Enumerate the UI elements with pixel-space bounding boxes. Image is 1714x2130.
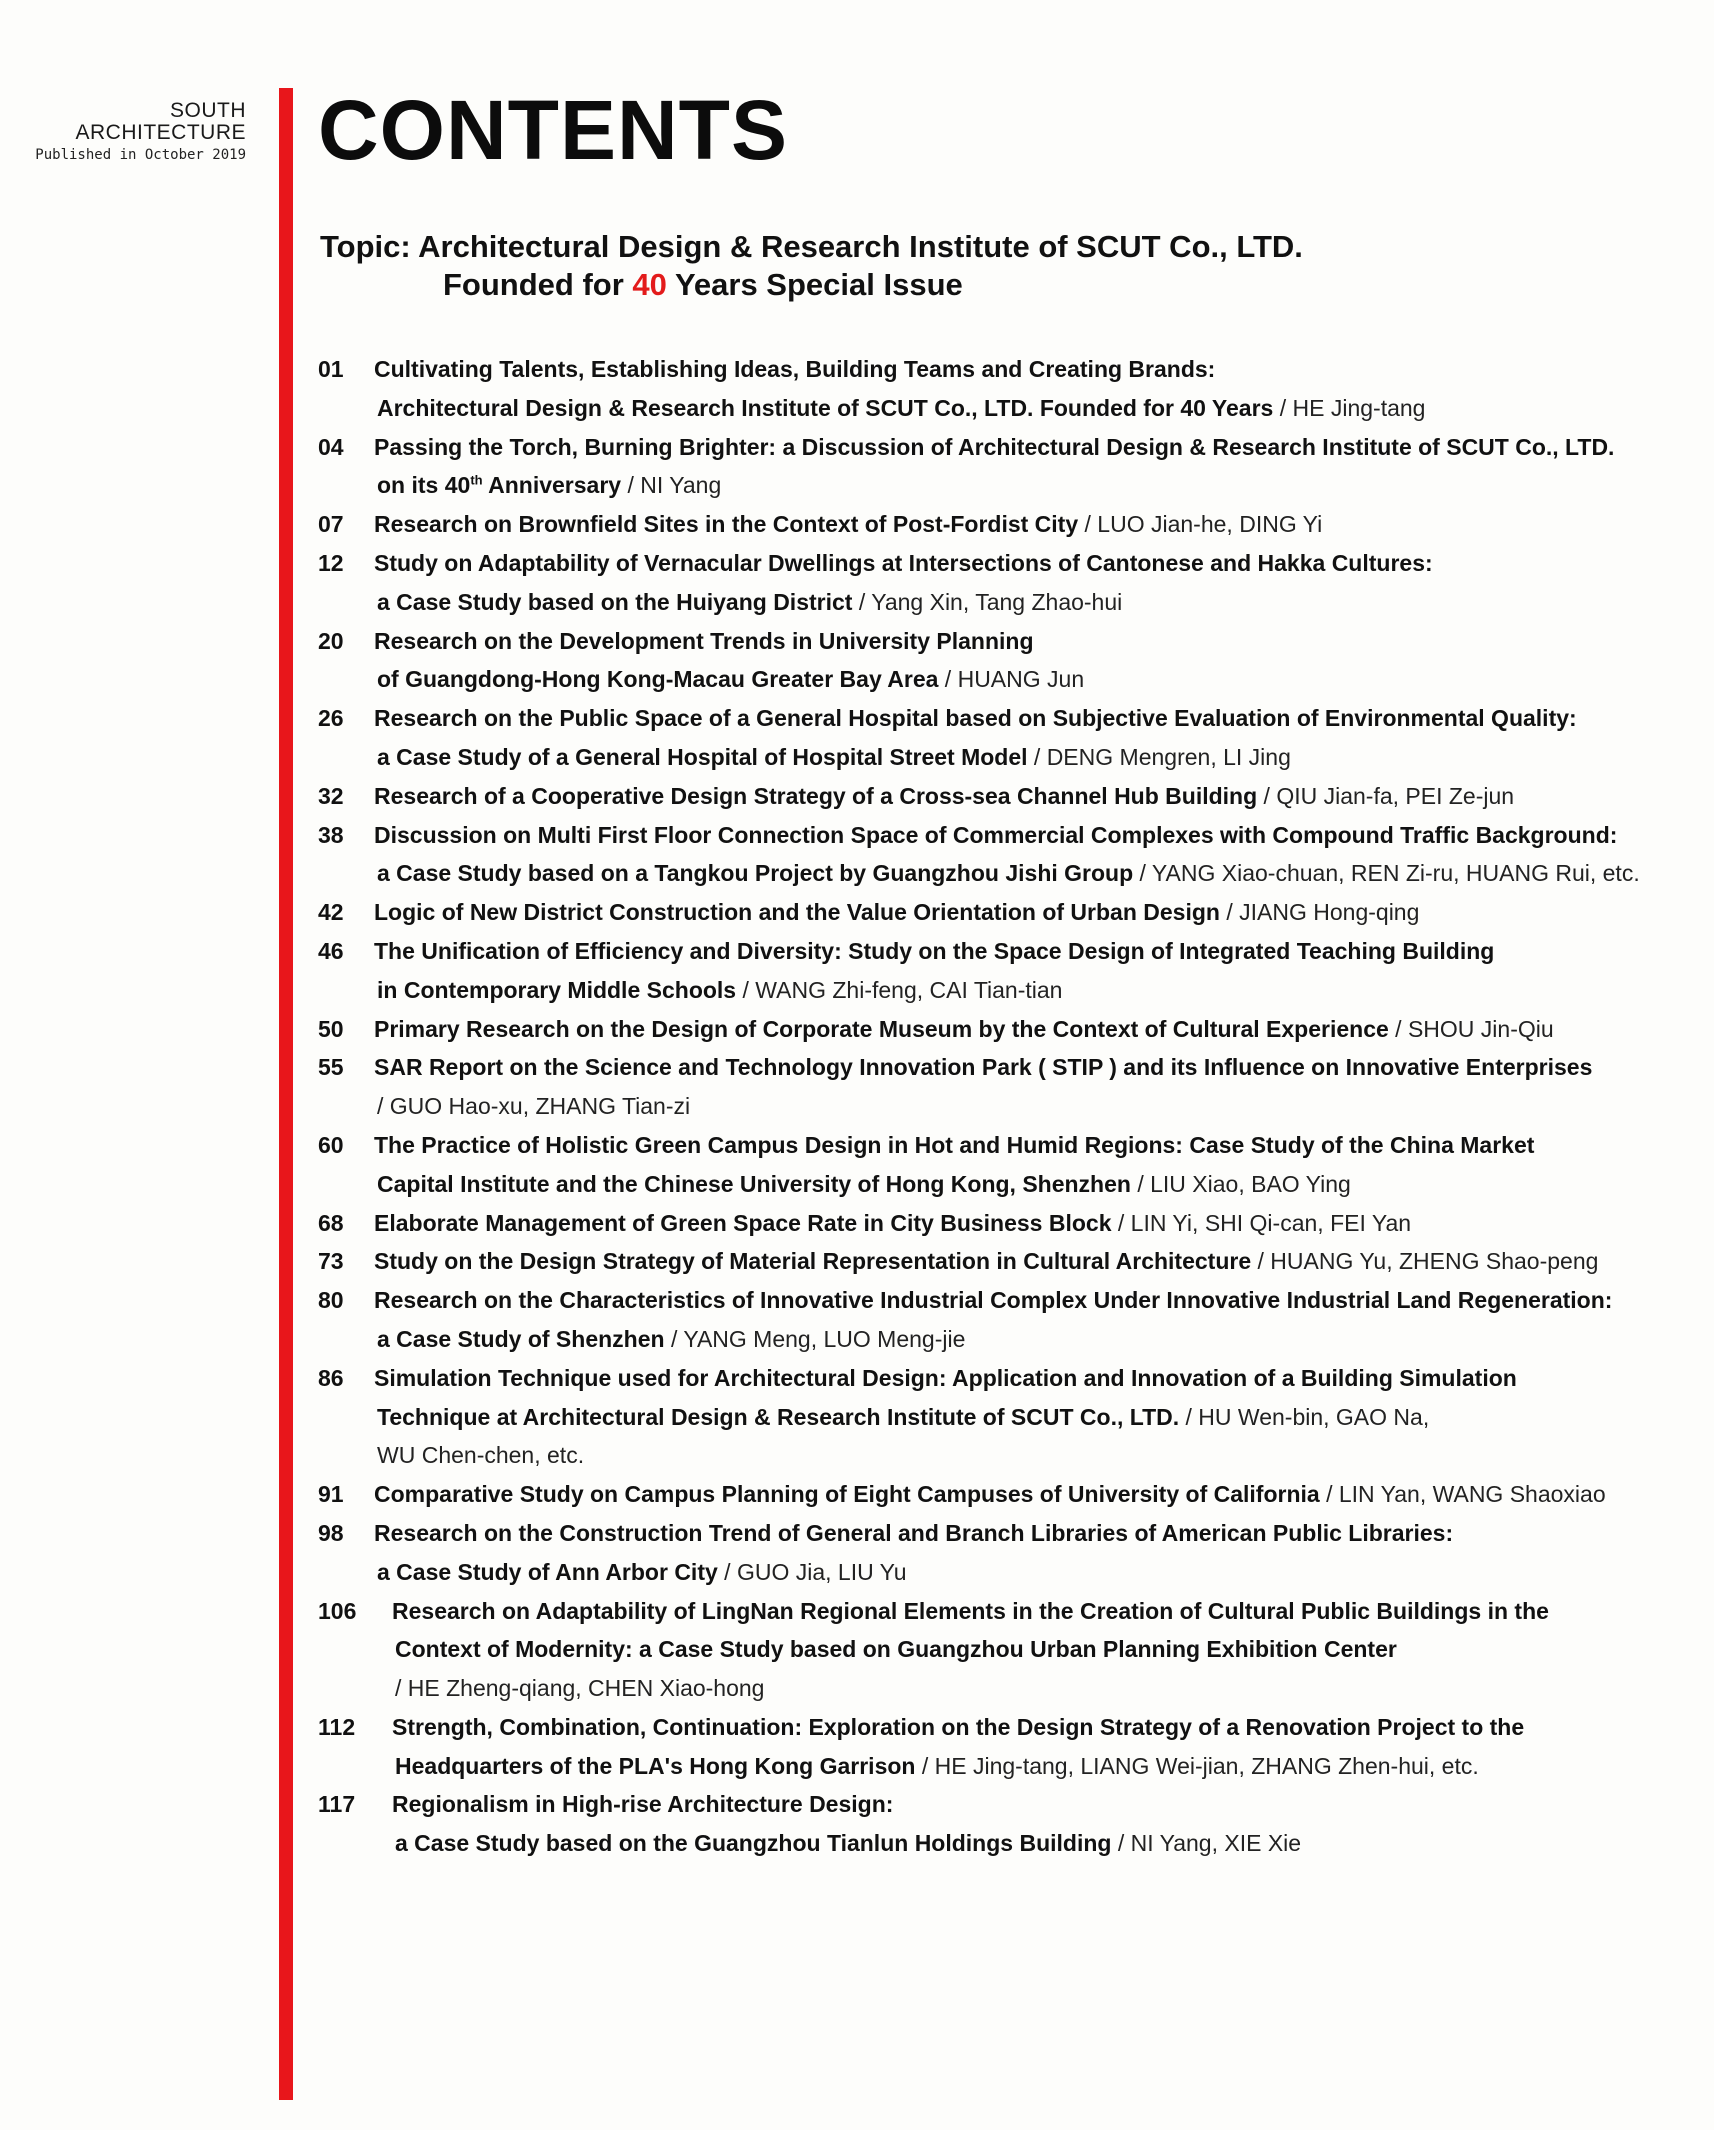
- article-authors: / NI Yang, XIE Xie: [1111, 1830, 1302, 1857]
- toc-entry-text: [374, 1126, 1708, 1204]
- toc-entry-line: [374, 1514, 1708, 1553]
- toc-page-number: 26: [318, 705, 344, 732]
- article-title: Technique at Architectural Design & Research Institute of SCUT Co., LTD.: [377, 1403, 1180, 1430]
- toc-page-number: 73: [318, 1248, 344, 1275]
- article-title: a Case Study of Ann Arbor City: [377, 1558, 718, 1585]
- toc-entry-line: [374, 1359, 1708, 1398]
- toc-entry: [318, 1592, 1708, 1708]
- toc-entry: [318, 1204, 1708, 1243]
- toc-entry: [318, 1010, 1708, 1049]
- toc-page-number: 50: [318, 1015, 344, 1042]
- toc-entry-line: [374, 1165, 1708, 1204]
- toc-entry-line: [374, 1126, 1708, 1165]
- toc-entry-text: [374, 428, 1708, 506]
- toc-entry-text: [374, 1010, 1708, 1049]
- toc-entry-line: [374, 1087, 1708, 1126]
- toc-page-number: 60: [318, 1131, 344, 1158]
- article-title: Research on the Construction Trend of General and Branch Libraries of American Public Libraries:: [374, 1519, 1454, 1546]
- toc-entry-text: [374, 1281, 1708, 1359]
- toc-page-number: 98: [318, 1519, 344, 1546]
- toc-entry-text: [374, 1475, 1708, 1514]
- article-authors: / LIN Yan, WANG Shaoxiao: [1319, 1481, 1606, 1508]
- article-title: Primary Research on the Design of Corporate Museum by the Context of Cultural Experience: [374, 1015, 1389, 1042]
- article-title: The Practice of Holistic Green Campus Design in Hot and Humid Regions: Case Study of the China Market: [374, 1131, 1535, 1158]
- article-title-part: on its 40: [377, 472, 471, 499]
- toc-entry-line: [374, 389, 1708, 428]
- toc-entry-text: [374, 932, 1708, 1010]
- article-authors: / HUANG Jun: [938, 666, 1085, 693]
- toc-page-number: 55: [318, 1054, 344, 1081]
- toc-entry-text: [374, 622, 1708, 700]
- article-authors: / HU Wen-bin, GAO Na,: [1179, 1403, 1430, 1430]
- article-title: Architectural Design & Research Institute of SCUT Co., LTD. Founded for 40 Years: [377, 394, 1274, 421]
- toc-entry: [318, 777, 1708, 816]
- toc-page-number: 46: [318, 937, 344, 964]
- toc-page-number: 04: [318, 433, 344, 460]
- toc-page-number: 07: [318, 511, 344, 538]
- toc-page-number: 68: [318, 1209, 344, 1236]
- toc-entry-line: [374, 428, 1708, 467]
- toc-entry: [318, 544, 1708, 622]
- toc-entry: [318, 1126, 1708, 1204]
- toc-entry-line: [374, 1553, 1708, 1592]
- article-authors: / WANG Zhi-feng, CAI Tian-tian: [736, 976, 1063, 1003]
- toc-entry-text: [374, 1359, 1708, 1475]
- journal-name-line1: SOUTH: [170, 99, 246, 122]
- toc-entry-line: [374, 1475, 1708, 1514]
- toc-entry-line: [374, 971, 1708, 1010]
- toc-entry-line: [392, 1669, 1708, 1708]
- article-authors: / NI Yang: [621, 472, 722, 499]
- toc-entry-line: [374, 660, 1708, 699]
- toc-page-number: 112: [318, 1713, 356, 1740]
- toc-entry-text: [392, 1708, 1708, 1786]
- toc-page-number: 86: [318, 1364, 344, 1391]
- article-title: Logic of New District Construction and the Value Orientation of Urban Design: [374, 899, 1220, 926]
- toc-entry-text: [374, 1242, 1708, 1281]
- toc-entry-line: [374, 1204, 1708, 1243]
- toc-page-number: 38: [318, 821, 344, 848]
- toc-entry-line: [374, 1048, 1708, 1087]
- toc-entry: [318, 699, 1708, 777]
- article-title: Research on the Development Trends in University Planning: [374, 627, 1034, 654]
- article-authors: / LIU Xiao, BAO Ying: [1130, 1170, 1351, 1197]
- article-authors: / HE Zheng-qiang, CHEN Xiao-hong: [395, 1675, 765, 1702]
- toc-entry-line: [374, 466, 1708, 505]
- toc-entry-line: [374, 505, 1708, 544]
- toc-entry: [318, 893, 1708, 932]
- toc-entry-line: [392, 1747, 1708, 1786]
- topic-years-number: 40: [632, 267, 667, 302]
- article-title: Passing the Torch, Burning Brighter: a Discussion of Architectural Design & Research Institute of SCUT Co., LTD.: [374, 433, 1615, 460]
- toc-entry-text: [392, 1592, 1708, 1708]
- toc-entry-text: [374, 505, 1708, 544]
- toc-entry-line: [374, 932, 1708, 971]
- article-title: Capital Institute and the Chinese University of Hong Kong, Shenzhen: [377, 1170, 1131, 1197]
- article-title: Simulation Technique used for Architectural Design: Application and Innovation of a Building Simulation: [374, 1364, 1517, 1391]
- toc-entry: [318, 1785, 1708, 1863]
- article-authors: / JIANG Hong-qing: [1219, 899, 1420, 926]
- toc-entry-text: [374, 1204, 1708, 1243]
- article-title: Study on Adaptability of Vernacular Dwellings at Intersections of Cantonese and Hakka Cultures:: [374, 549, 1433, 576]
- article-title: Research of a Cooperative Design Strategy of a Cross-sea Channel Hub Building: [374, 782, 1258, 809]
- toc-entry-line: [374, 816, 1708, 855]
- article-title: Research on the Characteristics of Innovative Industrial Complex Under Innovative Industrial Land Regeneration:: [374, 1287, 1613, 1314]
- publication-date: Published in October 2019: [35, 147, 246, 163]
- toc-page-number: 42: [318, 899, 344, 926]
- article-title: of Guangdong-Hong Kong-Macau Greater Bay Area: [377, 666, 939, 693]
- toc-entry: [318, 1708, 1708, 1786]
- toc-entry-text: [392, 1785, 1708, 1863]
- toc-entry-text: [374, 350, 1708, 428]
- article-authors: / Yang Xin, Tang Zhao-hui: [852, 588, 1123, 615]
- toc-entry-line: [374, 699, 1708, 738]
- toc-entry-line: [374, 777, 1708, 816]
- article-authors: / LIN Yi, SHI Qi-can, FEI Yan: [1111, 1209, 1412, 1236]
- toc-page-number: 106: [318, 1597, 357, 1624]
- table-of-contents: [318, 350, 1708, 1863]
- toc-entry: [318, 622, 1708, 700]
- toc-entry-line: [374, 583, 1708, 622]
- toc-entry-line: [374, 1398, 1708, 1437]
- toc-entry-text: [374, 1048, 1708, 1126]
- toc-entry-line: [374, 854, 1708, 893]
- article-authors: / YANG Xiao-chuan, REN Zi-ru, HUANG Rui, etc.: [1133, 860, 1640, 887]
- article-authors: / HE Jing-tang, LIANG Wei-jian, ZHANG Zhen-hui, etc.: [915, 1752, 1479, 1779]
- article-title: Comparative Study on Campus Planning of Eight Campuses of University of California: [374, 1481, 1320, 1508]
- toc-entry: [318, 505, 1708, 544]
- article-title: Research on Brownfield Sites in the Context of Post-Fordist City: [374, 511, 1079, 538]
- red-divider-bar: [279, 88, 293, 2100]
- article-title: Cultivating Talents, Establishing Ideas, Building Teams and Creating Brands:: [374, 356, 1216, 382]
- article-title: SAR Report on the Science and Technology Innovation Park ( STIP ) and its Influence on Innovative Enterprises: [374, 1054, 1593, 1081]
- article-authors: / GUO Hao-xu, ZHANG Tian-zi: [377, 1093, 691, 1120]
- article-title: in Contemporary Middle Schools: [377, 976, 737, 1003]
- topic-line2: [320, 266, 1680, 304]
- article-authors: / HUANG Yu, ZHENG Shao-peng: [1251, 1248, 1599, 1275]
- article-title: Research on the Public Space of a General Hospital based on Subjective Evaluation of Environmental Quality:: [374, 705, 1577, 732]
- article-title: Elaborate Management of Green Space Rate in City Business Block: [374, 1209, 1112, 1236]
- article-title: Headquarters of the PLA's Hong Kong Garrison: [395, 1752, 916, 1779]
- toc-entry-text: [374, 816, 1708, 894]
- article-authors: WU Chen-chen, etc.: [377, 1442, 585, 1469]
- toc-entry-line: [374, 1320, 1708, 1359]
- article-title: The Unification of Efficiency and Diversity: Study on the Space Design of Integrated Teaching Building: [374, 937, 1495, 964]
- toc-entry: [318, 428, 1708, 506]
- toc-entry-line: [374, 1281, 1708, 1320]
- article-title: a Case Study based on a Tangkou Project by Guangzhou Jishi Group: [377, 860, 1134, 887]
- page-title: CONTENTS: [318, 83, 788, 177]
- article-authors: / HE Jing-tang: [1273, 394, 1426, 421]
- toc-entry: [318, 816, 1708, 894]
- toc-entry-line: [392, 1785, 1708, 1824]
- toc-page-number: 117: [318, 1791, 356, 1818]
- toc-entry-line: [392, 1708, 1708, 1747]
- toc-entry: [318, 932, 1708, 1010]
- article-title: Strength, Combination, Continuation: Exploration on the Design Strategy of a Renovation Project to the: [392, 1713, 1525, 1740]
- article-authors: / LUO Jian-he, DING Yi: [1078, 511, 1323, 538]
- article-title: a Case Study of a General Hospital of Hospital Street Model: [377, 743, 1028, 770]
- toc-page-number: 20: [318, 627, 344, 654]
- article-title: a Case Study based on the Guangzhou Tianlun Holdings Building: [395, 1830, 1112, 1857]
- topic-line2-post: Years Special Issue: [666, 267, 963, 302]
- article-title: Discussion on Multi First Floor Connection Space of Commercial Complexes with Compound Traffic Background:: [374, 821, 1618, 848]
- article-title: Regionalism in High-rise Architecture Design:: [392, 1791, 894, 1818]
- article-title: a Case Study based on the Huiyang District: [377, 588, 853, 615]
- toc-entry: [318, 1359, 1708, 1475]
- article-title: Research on Adaptability of LingNan Regional Elements in the Creation of Cultural Public Buildings in the: [392, 1597, 1549, 1624]
- toc-entry: [318, 1242, 1708, 1281]
- article-authors: / DENG Mengren, LI Jing: [1027, 743, 1291, 770]
- toc-entry-line: [392, 1630, 1708, 1669]
- toc-page-number: 91: [318, 1481, 344, 1508]
- toc-entry-text: [374, 699, 1708, 777]
- toc-entry-line: [374, 1242, 1708, 1281]
- article-authors: / QIU Jian-fa, PEI Ze-jun: [1257, 782, 1515, 809]
- masthead: [18, 100, 246, 166]
- topic-line1: Topic: Architectural Design & Research Institute of SCUT Co., LTD.: [320, 229, 1303, 264]
- article-title: a Case Study of Shenzhen: [377, 1325, 665, 1352]
- ordinal-superscript: th: [470, 472, 483, 488]
- toc-page-number: 01: [318, 356, 344, 382]
- article-title: Context of Modernity: a Case Study based on Guangzhou Urban Planning Exhibition Center: [395, 1636, 1397, 1663]
- toc-entry-text: [374, 893, 1708, 932]
- toc-entry-text: [374, 544, 1708, 622]
- toc-entry-line: [374, 893, 1708, 932]
- toc-entry-line: [374, 738, 1708, 777]
- toc-entry: [318, 1475, 1708, 1514]
- toc-entry-line: [392, 1592, 1708, 1631]
- toc-entry: [318, 1514, 1708, 1592]
- toc-entry-line: [374, 1010, 1708, 1049]
- article-title: Study on the Design Strategy of Material Representation in Cultural Architecture: [374, 1248, 1252, 1275]
- journal-name-line2: ARCHITECTURE: [75, 121, 246, 144]
- topic-line2-pre: Founded for: [443, 267, 633, 302]
- topic-heading: [320, 228, 1680, 304]
- toc-page-number: 80: [318, 1287, 344, 1314]
- toc-entry-text: [374, 777, 1708, 816]
- toc-entry-line: [392, 1824, 1708, 1863]
- toc-entry: [318, 1048, 1708, 1126]
- article-authors: / SHOU Jin-Qiu: [1388, 1015, 1554, 1042]
- toc-entry-text: [374, 1514, 1708, 1592]
- article-authors: / YANG Meng, LUO Meng-jie: [664, 1325, 966, 1352]
- article-authors: / GUO Jia, LIU Yu: [717, 1558, 907, 1585]
- toc-entry-line: [374, 622, 1708, 661]
- article-title: Anniversary: [482, 472, 622, 499]
- toc-entry-line: [374, 350, 1708, 389]
- toc-entry-line: [374, 544, 1708, 583]
- toc-entry-line: [374, 1436, 1708, 1475]
- toc-entry: [318, 1281, 1708, 1359]
- toc-page-number: 32: [318, 782, 344, 809]
- toc-entry: [318, 350, 1708, 428]
- toc-page-number: 12: [318, 549, 344, 576]
